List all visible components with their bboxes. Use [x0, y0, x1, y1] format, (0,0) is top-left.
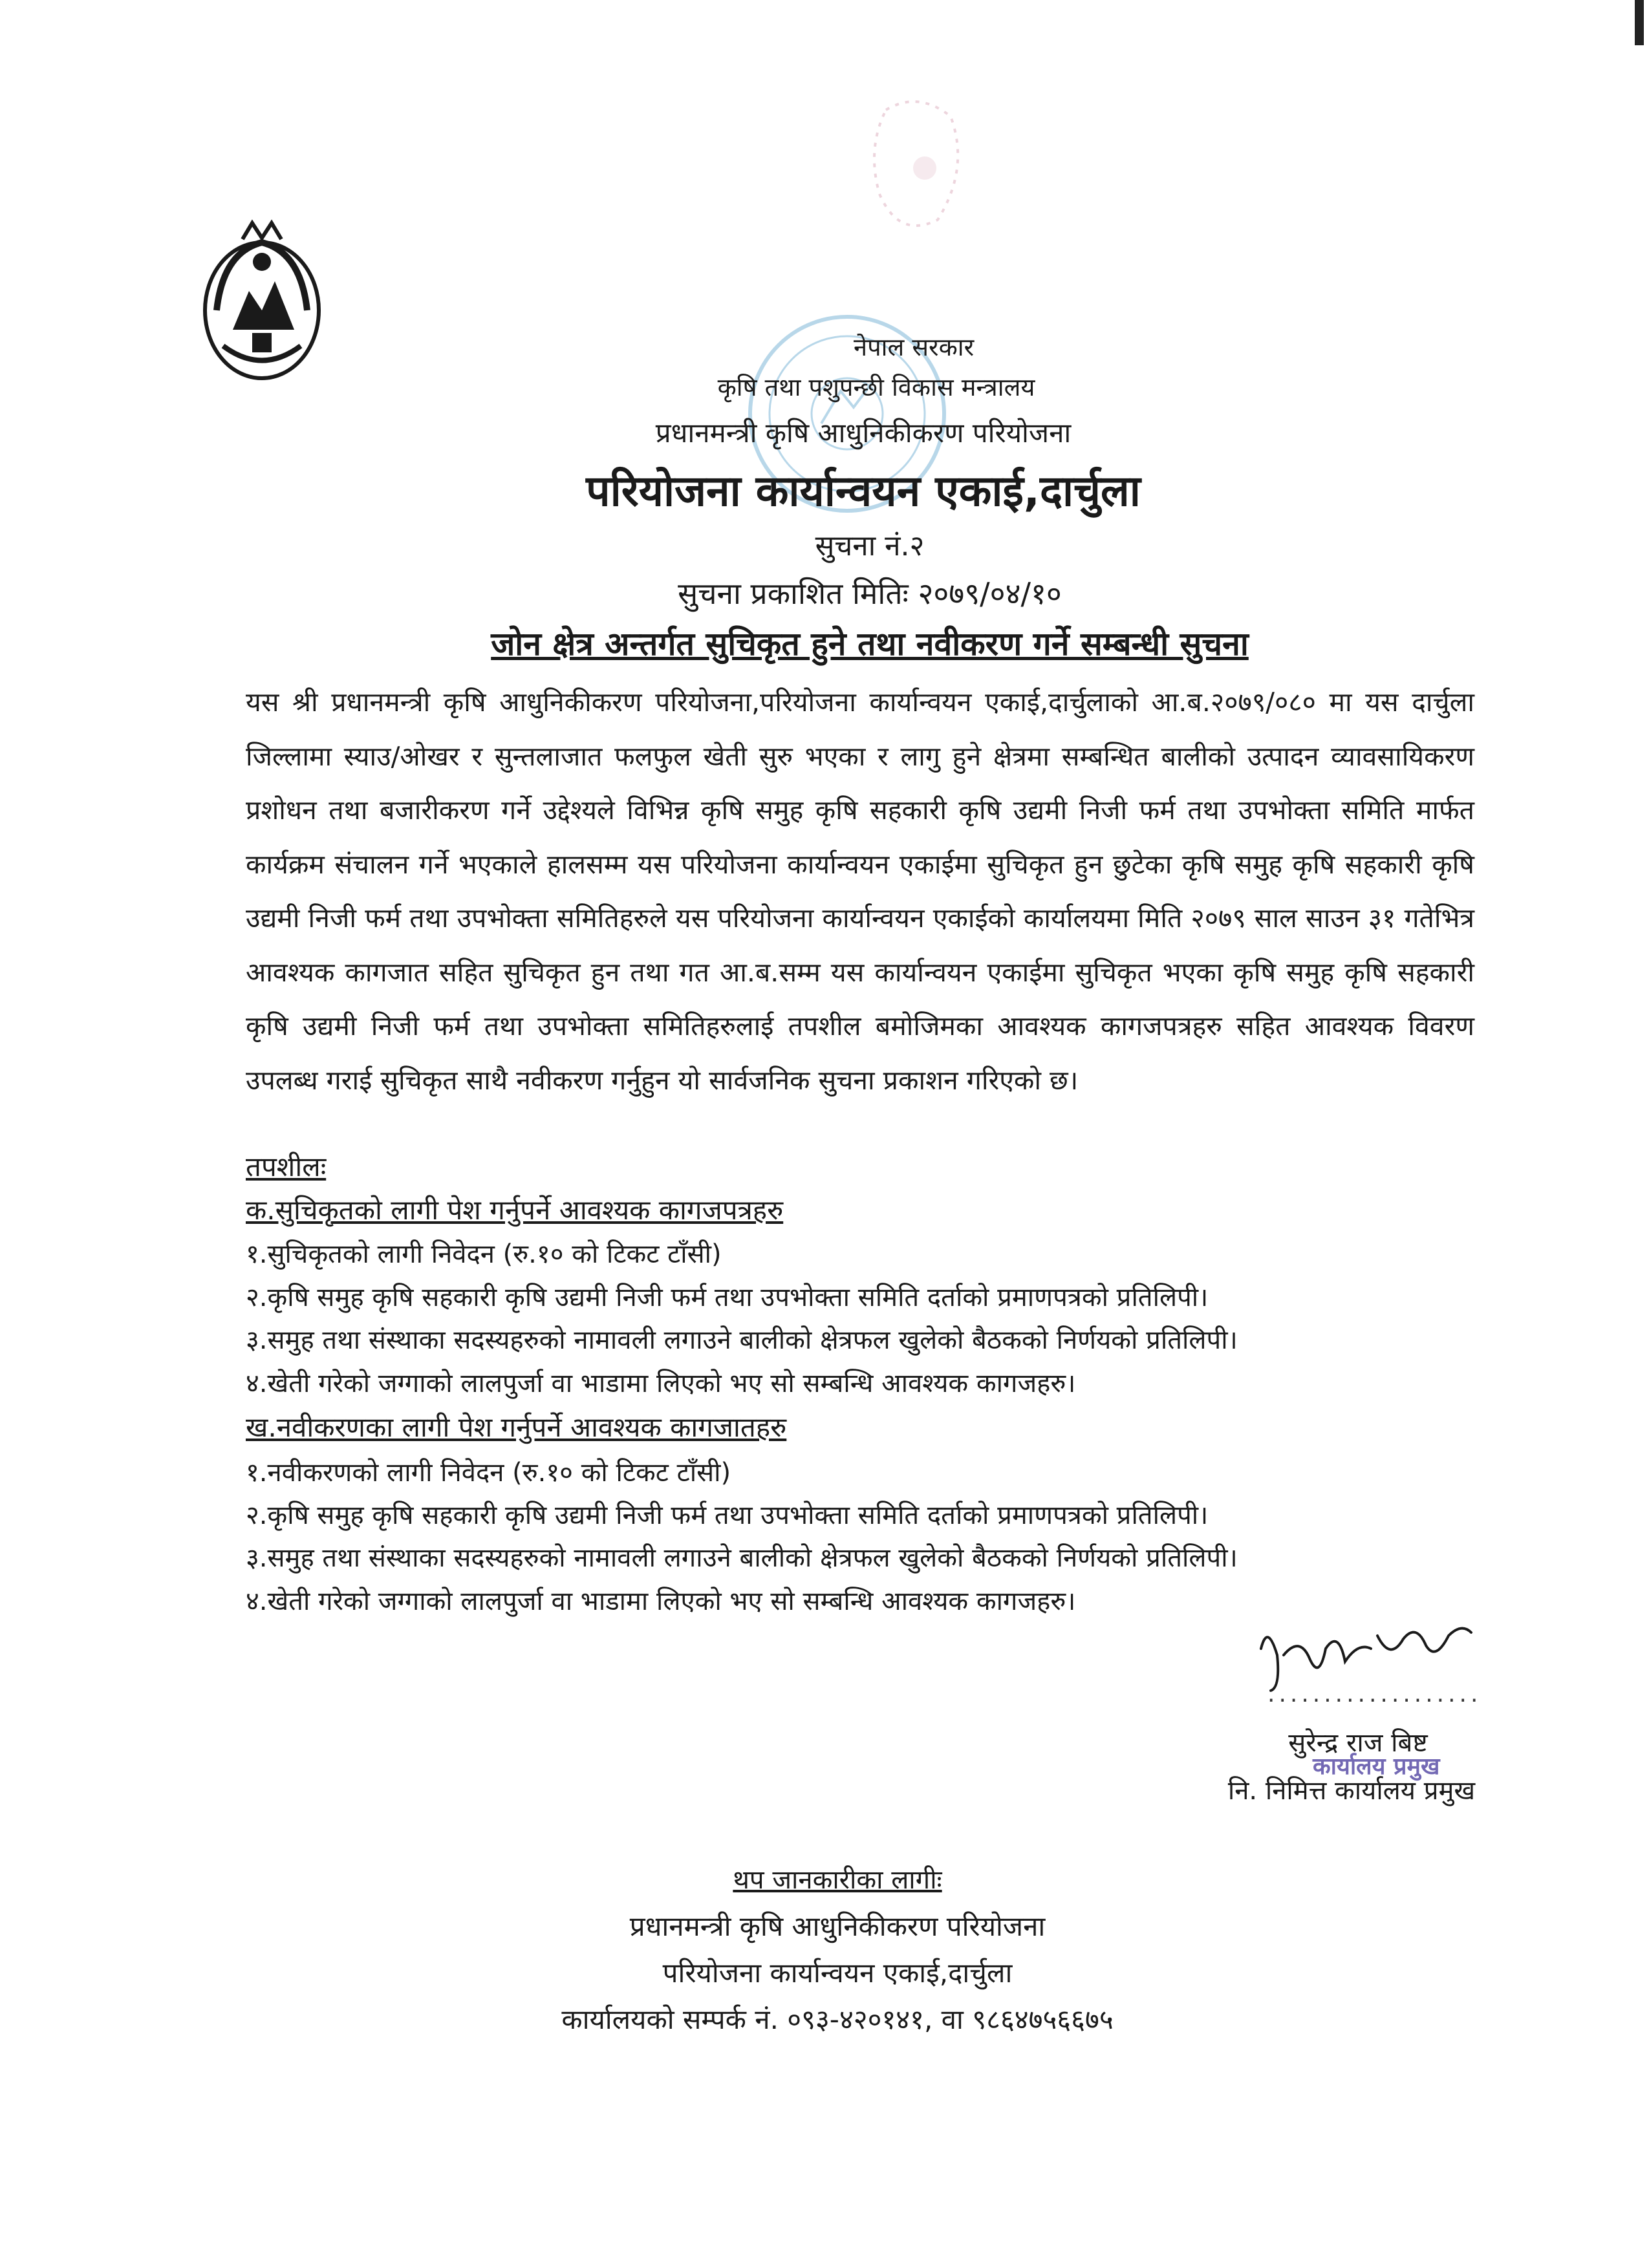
project-name: प्रधानमन्त्री कृषि आधुनिकीकरण परियोजना [655, 417, 1072, 449]
ministry-name: कृषि तथा पशुपन्छी विकास मन्त्रालय [717, 373, 1035, 401]
signatory-title: नि. निमित्त कार्यालय प्रमुख [1227, 1776, 1476, 1806]
government-name: नेपाल सरकार [854, 333, 975, 361]
registration-heading: क.सुचिकृतको लागी पेश गर्नुपर्ने आवश्यक कागजपत्रहरु [246, 1194, 784, 1226]
signature-line: ................... [1267, 1681, 1482, 1707]
signatory-name: सुरेन्द्र राज बिष्ट [1288, 1728, 1428, 1758]
notice-number: सुचना नं.२ [815, 530, 925, 562]
published-date: सुचना प्रकाशित मितिः २०७९/०४/१० [678, 576, 1062, 611]
nepal-emblem-icon [197, 213, 327, 388]
faint-stamp-mark [860, 91, 976, 246]
registration-item: १.सुचिकृतको लागी निवेदन (रु.१० को टिकट टाँसी) [246, 1239, 722, 1269]
footer-contact: कार्यालयको सम्पर्क नं. ०९३-४२०१४१, वा ९८६४७५६६७५ [561, 2004, 1114, 2035]
notice-title: जोन क्षेत्र अन्तर्गत सुचिकृत हुने तथा नवीकरण गर्ने सम्बन्धी सुचना [491, 625, 1249, 663]
renewal-item: ३.समुह तथा संस्थाका सदस्यहरुको नामावली लगाउने बालीको क्षेत्रफल खुलेको बैठकको निर्णयको प्रतिलिपी। [246, 1543, 1238, 1573]
renewal-heading: ख.नवीकरणका लागी पेश गर्नुपर्ने आवश्यक कागजातहरु [246, 1411, 787, 1443]
role-stamp: कार्यालय प्रमुख [1313, 1753, 1440, 1780]
renewal-item: १.नवीकरणको लागी निवेदन (रु.१० को टिकट टाँसी) [246, 1458, 731, 1488]
footer-unit: परियोजना कार्यान्वयन एकाई,दार्चुला [662, 1957, 1013, 1989]
scan-edge-mark [1635, 0, 1644, 45]
registration-item: ३.समुह तथा संस्थाका सदस्यहरुको नामावली लगाउने बालीको क्षेत्रफल खुलेको बैठकको निर्णयको प्रतिलिपी। [246, 1325, 1238, 1355]
registration-item: ४.खेती गरेको जग्गाको लालपुर्जा वा भाडामा लिएको भए सो सम्बन्धि आवश्यक कागजहरु। [246, 1369, 1076, 1398]
registration-item: २.कृषि समुह कृषि सहकारी कृषि उद्यमी निजी फर्म तथा उपभोक्ता समिति दर्ताको प्रमाणपत्रको प्रतिलिपी। [246, 1283, 1209, 1312]
notice-body-paragraph: यस श्री प्रधानमन्त्री कृषि आधुनिकीकरण परियोजना,परियोजना कार्यान्वयन एकाई,दार्चुलाको आ.ब.२०७९/०८० मा यस दार्चुला जिल्लामा स्याउ/ओखर र सुन्तलाजात फलफुल खेती सुरु भएका र लागु हुने क्षेत्रमा सम्बन्धित बालीको उत्पादन व्यावसायिकरण प्रशोधन तथा बजारीकरण गर्ने उद्देश्यले विभिन्न कृषि समुह कृषि सहकारी कृषि उद्यमी निजी फर्म तथा उपभोक्ता समिति मार्फत कार्यक्रम संचालन गर्ने भएकाले हालसम्म यस परियोजना कार्यान्वयन एकाईमा सुचिकृत हुन छुटेका कृषि समुह कृषि सहकारी कृषि उद्यमी निजी फर्म तथा उपभोक्ता समितिहरुले यस परियोजना कार्यान्वयन एकाईको कार्यालयमा मिति २०७९ साल साउन ३१ गतेभित्र आवश्यक कागजात सहित सुचिकृत हुन तथा गत आ.ब.सम्म यस कार्यान्वयन एकाईमा सुचिकृत भएका कृषि समुह कृषि सहकारी कृषि उद्यमी निजी फर्म तथा उपभोक्ता समितिहरुलाई तपशील बमोजिमका आवश्यक कागजपत्रहरु सहित आवश्यक विवरण उपलब्ध गराई सुचिकृत साथै नवीकरण गर्नुहुन यो सार्वजनिक सुचना प्रकाशन गरिएको छ। [246, 687, 1474, 1096]
schedule-label: तपशीलः [246, 1151, 327, 1182]
renewal-item: २.कृषि समुह कृषि सहकारी कृषि उद्यमी निजी फर्म तथा उपभोक्ता समिति दर्ताको प्रमाणपत्रको प्रतिलिपी। [246, 1501, 1209, 1530]
unit-title: परियोजना कार्यान्वयन एकाई,दार्चुला [586, 466, 1141, 516]
renewal-item: ४.खेती गरेको जग्गाको लालपुर्जा वा भाडामा लिएको भए सो सम्बन्धि आवश्यक कागजहरु। [246, 1587, 1076, 1616]
footer-label: थप जानकारीका लागीः [733, 1865, 942, 1895]
footer-project: प्रधानमन्त्री कृषि आधुनिकीकरण परियोजना [629, 1910, 1046, 1942]
